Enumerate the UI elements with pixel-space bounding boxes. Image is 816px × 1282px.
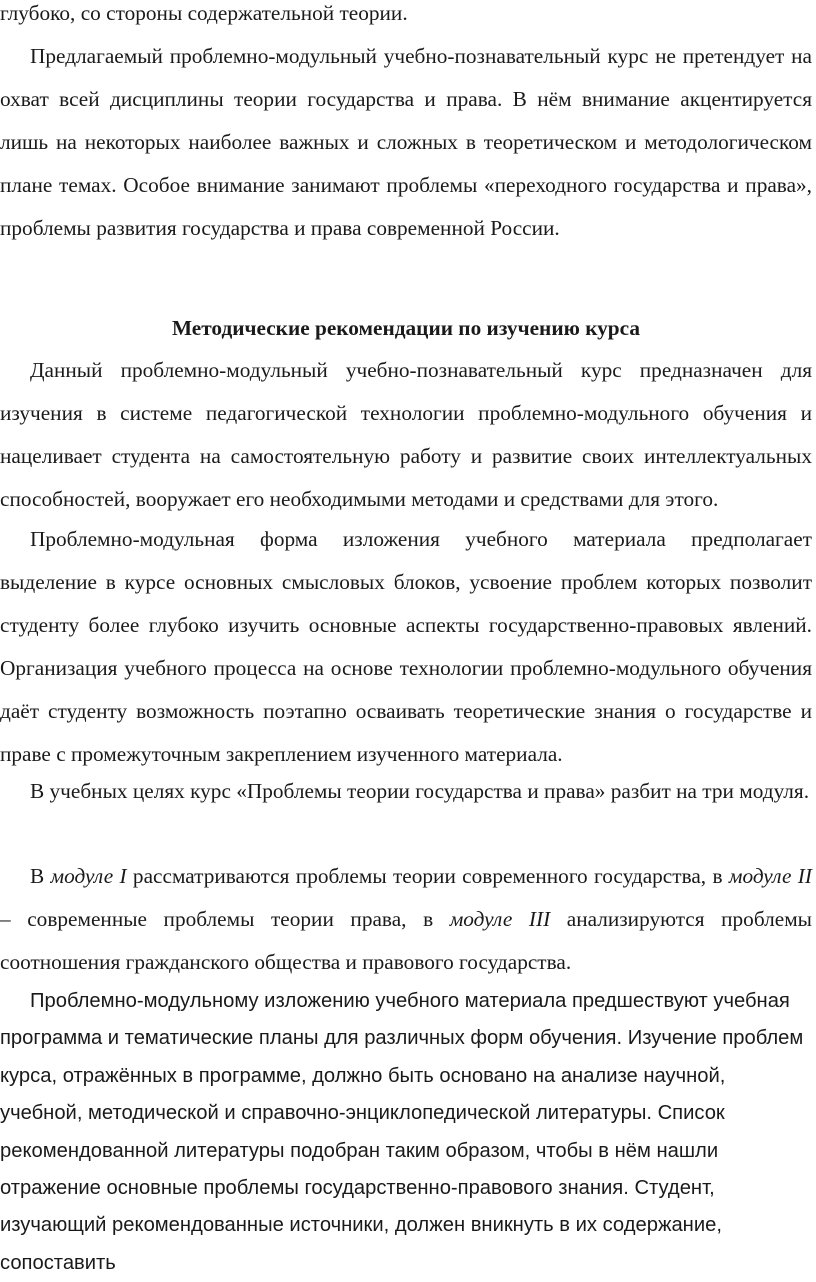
module-2-label: модуле II	[728, 864, 812, 888]
paragraph-continuation: глубоко, со стороны содержательной теории.	[0, 1, 408, 25]
paragraph-course-scope-text: Предлагаемый проблемно-модульный учебно-познавательный курс не претендует на охват всей дисциплины теории государства и права. В нём внимание акцентируется лишь на некоторых наиболее важных и сложных в теоретическом и методологическом плане темах. Особое внимание занимают проблемы «переходного государства и права», проблемы развития государства и права современной России.	[0, 44, 812, 240]
paragraph-course-scope	[0, 35, 812, 250]
paragraph-literature	[0, 983, 812, 1282]
paragraph-course-purpose	[0, 349, 812, 521]
modules-text-2: рассматриваются проблемы теории современного государства, в	[126, 864, 729, 888]
modules-text-4: анализируются проблемы соотношения гражданского общества и правового государства.	[0, 907, 812, 974]
module-1-label: модуле I	[50, 864, 127, 888]
paragraph-modules-content	[0, 855, 812, 984]
section-heading: Методические рекомендации по изучению курса	[171, 316, 641, 340]
paragraph-course-purpose-text: Данный проблемно-модульный учебно-познавательный курс предназначен для изучения в системе педагогической технологии проблемно-модульного обучения и нацеливает студента на самостоятельную работу и развитие своих интеллектуальных способностей, вооружает его необходимыми методами и средствами для этого.	[0, 358, 812, 511]
paragraph-modular-form-text: Проблемно-модульная форма изложения учебного материала предполагает выделение в курсе основных смысловых блоков, усвоение проблем которых позволит студенту более глубоко изучить основные аспекты государственно-правовых явлений. Организация учебного процесса на основе технологии проблемно-модульного обучения даёт студенту возможность поэтапно осваивать теоретические знания о государстве и праве с промежуточным закреплением изученного материала.	[0, 527, 812, 766]
module-3-label: модуле III	[449, 907, 551, 931]
paragraph-modules-count-text: В учебных целях курс «Проблемы теории государства и права» разбит на три модуля.	[30, 779, 810, 803]
modules-text-1: В	[30, 864, 51, 888]
modules-text-3: – современные проблемы теории права, в	[0, 907, 450, 931]
paragraph-modular-form	[0, 518, 812, 776]
paragraph-modules-count	[0, 770, 812, 813]
paragraph-literature-text: Проблемно-модульному изложению учебного материала предшествуют учебная программа и тематические планы для различных форм обучения. Изучение проблем курса, отражённых в программе, должно быть основано на анализе научной, учебной, методической и справочно-энциклопедической литературы. Список рекомендованной литературы подобран таким образом, чтобы в нём нашли отражение основные проблемы государственно-правового знания. Студент, изучающий рекомендованные источники, должен вникнуть в их содержание, сопоставить	[0, 990, 804, 1274]
